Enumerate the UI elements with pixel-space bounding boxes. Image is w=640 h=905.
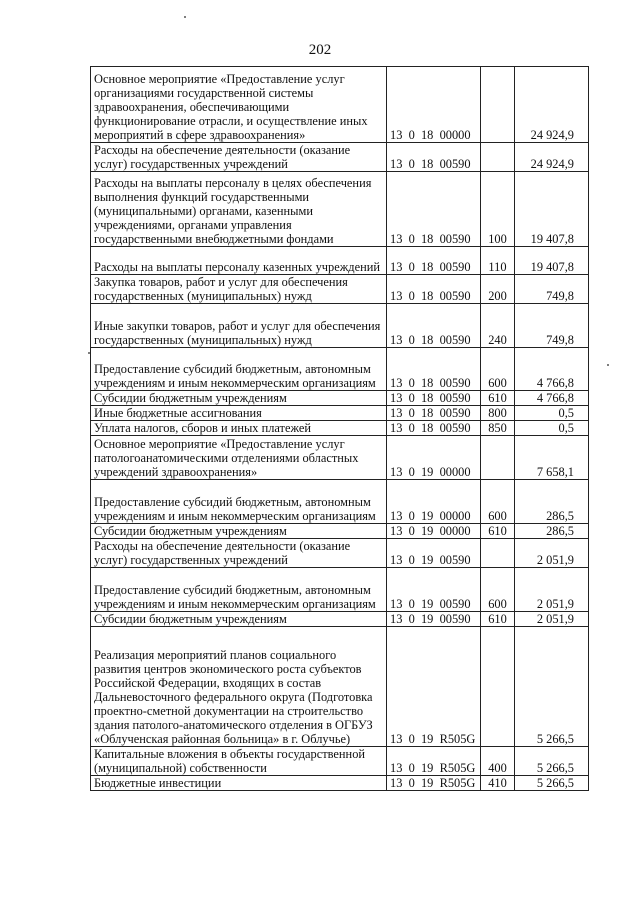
target-article-cell: 13 0 18 00590 (387, 143, 481, 172)
item-name-cell: Иные закупки товаров, работ и услуг для обеспечения государственных (муниципальных) нужд (91, 304, 387, 348)
expense-type-cell: 240 (481, 304, 515, 348)
page-number: 202 (308, 42, 332, 58)
expense-type-cell: 600 (481, 480, 515, 524)
expense-type-cell (481, 436, 515, 480)
amount-cell: 24 924,9 (515, 143, 589, 172)
expense-type-cell (481, 627, 515, 747)
target-article-cell: 13 0 19 00000 (387, 524, 481, 539)
target-article-cell: 13 0 18 00590 (387, 421, 481, 436)
expense-type-cell: 100 (481, 172, 515, 247)
table-row (91, 421, 589, 436)
item-name-cell: Основное мероприятие «Предоставление услуг патологоанатомическими отделениями областных учреждений здравоохранения» (91, 436, 387, 480)
table-row (91, 143, 589, 172)
expense-type-cell: 600 (481, 348, 515, 391)
item-name-cell: Иные бюджетные ассигнования (91, 406, 387, 421)
expense-type-cell: 600 (481, 568, 515, 612)
item-name-cell: Расходы на выплаты персоналу в целях обеспечения выполнения функций государственными (муниципальными) органами, казенными учреждениями, органами управления государственными внебюджетными фондами (91, 172, 387, 247)
target-article-cell: 13 0 19 00590 (387, 539, 481, 568)
target-article-cell: 13 0 18 00590 (387, 406, 481, 421)
amount-cell: 4 766,8 (515, 391, 589, 406)
table-row (91, 247, 589, 275)
expense-type-cell (481, 539, 515, 568)
target-article-cell: 13 0 19 00000 (387, 436, 481, 480)
amount-cell: 24 924,9 (515, 67, 589, 143)
scan-speck (184, 16, 186, 18)
expense-type-cell: 610 (481, 524, 515, 539)
target-article-cell: 13 0 19 R505G (387, 776, 481, 791)
target-article-cell: 13 0 19 00590 (387, 568, 481, 612)
amount-cell: 5 266,5 (515, 627, 589, 747)
item-name-cell: Бюджетные инвестиции (91, 776, 387, 791)
amount-cell: 4 766,8 (515, 348, 589, 391)
table-row (91, 304, 589, 348)
item-name-cell: Субсидии бюджетным учреждениям (91, 391, 387, 406)
amount-cell: 5 266,5 (515, 747, 589, 776)
table-row (91, 436, 589, 480)
target-article-cell: 13 0 18 00000 (387, 67, 481, 143)
expense-type-cell: 400 (481, 747, 515, 776)
item-name-cell: Субсидии бюджетным учреждениям (91, 524, 387, 539)
expense-type-cell (481, 67, 515, 143)
amount-cell: 5 266,5 (515, 776, 589, 791)
amount-cell: 749,8 (515, 304, 589, 348)
expense-type-cell: 610 (481, 391, 515, 406)
scan-speck (607, 364, 609, 366)
table-row (91, 67, 589, 143)
item-name-cell: Капитальные вложения в объекты государственной (муниципальной) собственности (91, 747, 387, 776)
table-row (91, 568, 589, 612)
expense-type-cell: 850 (481, 421, 515, 436)
item-name-cell: Уплата налогов, сборов и иных платежей (91, 421, 387, 436)
expense-type-cell: 610 (481, 612, 515, 627)
table-row (91, 348, 589, 391)
item-name-cell: Основное мероприятие «Предоставление услуг организациями государственной системы здравоохранения, обеспечивающими функционирование отрасли, и осуществление иных мероприятий в сфере здравоохранения» (91, 67, 387, 143)
amount-cell: 19 407,8 (515, 172, 589, 247)
table-row (91, 391, 589, 406)
item-name-cell: Предоставление субсидий бюджетным, автономным учреждениям и иным некоммерческим организациям (91, 568, 387, 612)
target-article-cell: 13 0 18 00590 (387, 304, 481, 348)
amount-cell: 0,5 (515, 406, 589, 421)
table-row (91, 275, 589, 304)
item-name-cell: Субсидии бюджетным учреждениям (91, 612, 387, 627)
item-name-cell: Предоставление субсидий бюджетным, автономным учреждениям и иным некоммерческим организациям (91, 348, 387, 391)
table-row (91, 776, 589, 791)
target-article-cell: 13 0 19 R505G (387, 627, 481, 747)
amount-cell: 2 051,9 (515, 539, 589, 568)
budget-table-body (91, 67, 589, 791)
table-row (91, 406, 589, 421)
table-row (91, 612, 589, 627)
table-row (91, 172, 589, 247)
table-row (91, 627, 589, 747)
amount-cell: 0,5 (515, 421, 589, 436)
table-row (91, 747, 589, 776)
target-article-cell: 13 0 18 00590 (387, 391, 481, 406)
table-row (91, 480, 589, 524)
target-article-cell: 13 0 19 00590 (387, 612, 481, 627)
item-name-cell: Расходы на обеспечение деятельности (оказание услуг) государственных учреждений (91, 539, 387, 568)
amount-cell: 749,8 (515, 275, 589, 304)
target-article-cell: 13 0 18 00590 (387, 247, 481, 275)
amount-cell: 2 051,9 (515, 612, 589, 627)
item-name-cell: Предоставление субсидий бюджетным, автономным учреждениям и иным некоммерческим организациям (91, 480, 387, 524)
budget-table (90, 66, 589, 791)
expense-type-cell: 200 (481, 275, 515, 304)
amount-cell: 7 658,1 (515, 436, 589, 480)
target-article-cell: 13 0 19 R505G (387, 747, 481, 776)
amount-cell: 286,5 (515, 480, 589, 524)
target-article-cell: 13 0 18 00590 (387, 172, 481, 247)
expense-type-cell: 410 (481, 776, 515, 791)
amount-cell: 2 051,9 (515, 568, 589, 612)
table-row (91, 539, 589, 568)
amount-cell: 19 407,8 (515, 247, 589, 275)
amount-cell: 286,5 (515, 524, 589, 539)
item-name-cell: Реализация мероприятий планов социального развития центров экономического роста субъектов Российской Федерации, входящих в состав Дальневосточного федерального округа (Подготовка проектно-сметной документации на строительство здания патолого-анатомического отделения в ОГБУЗ «Облученская районная больница» в г. Облучье) (91, 627, 387, 747)
target-article-cell: 13 0 19 00000 (387, 480, 481, 524)
item-name-cell: Расходы на обеспечение деятельности (оказание услуг) государственных учреждений (91, 143, 387, 172)
table-row (91, 524, 589, 539)
target-article-cell: 13 0 18 00590 (387, 348, 481, 391)
target-article-cell: 13 0 18 00590 (387, 275, 481, 304)
expense-type-cell: 110 (481, 247, 515, 275)
item-name-cell: Расходы на выплаты персоналу казенных учреждений (91, 247, 387, 275)
item-name-cell: Закупка товаров, работ и услуг для обеспечения государственных (муниципальных) нужд (91, 275, 387, 304)
expense-type-cell: 800 (481, 406, 515, 421)
expense-type-cell (481, 143, 515, 172)
